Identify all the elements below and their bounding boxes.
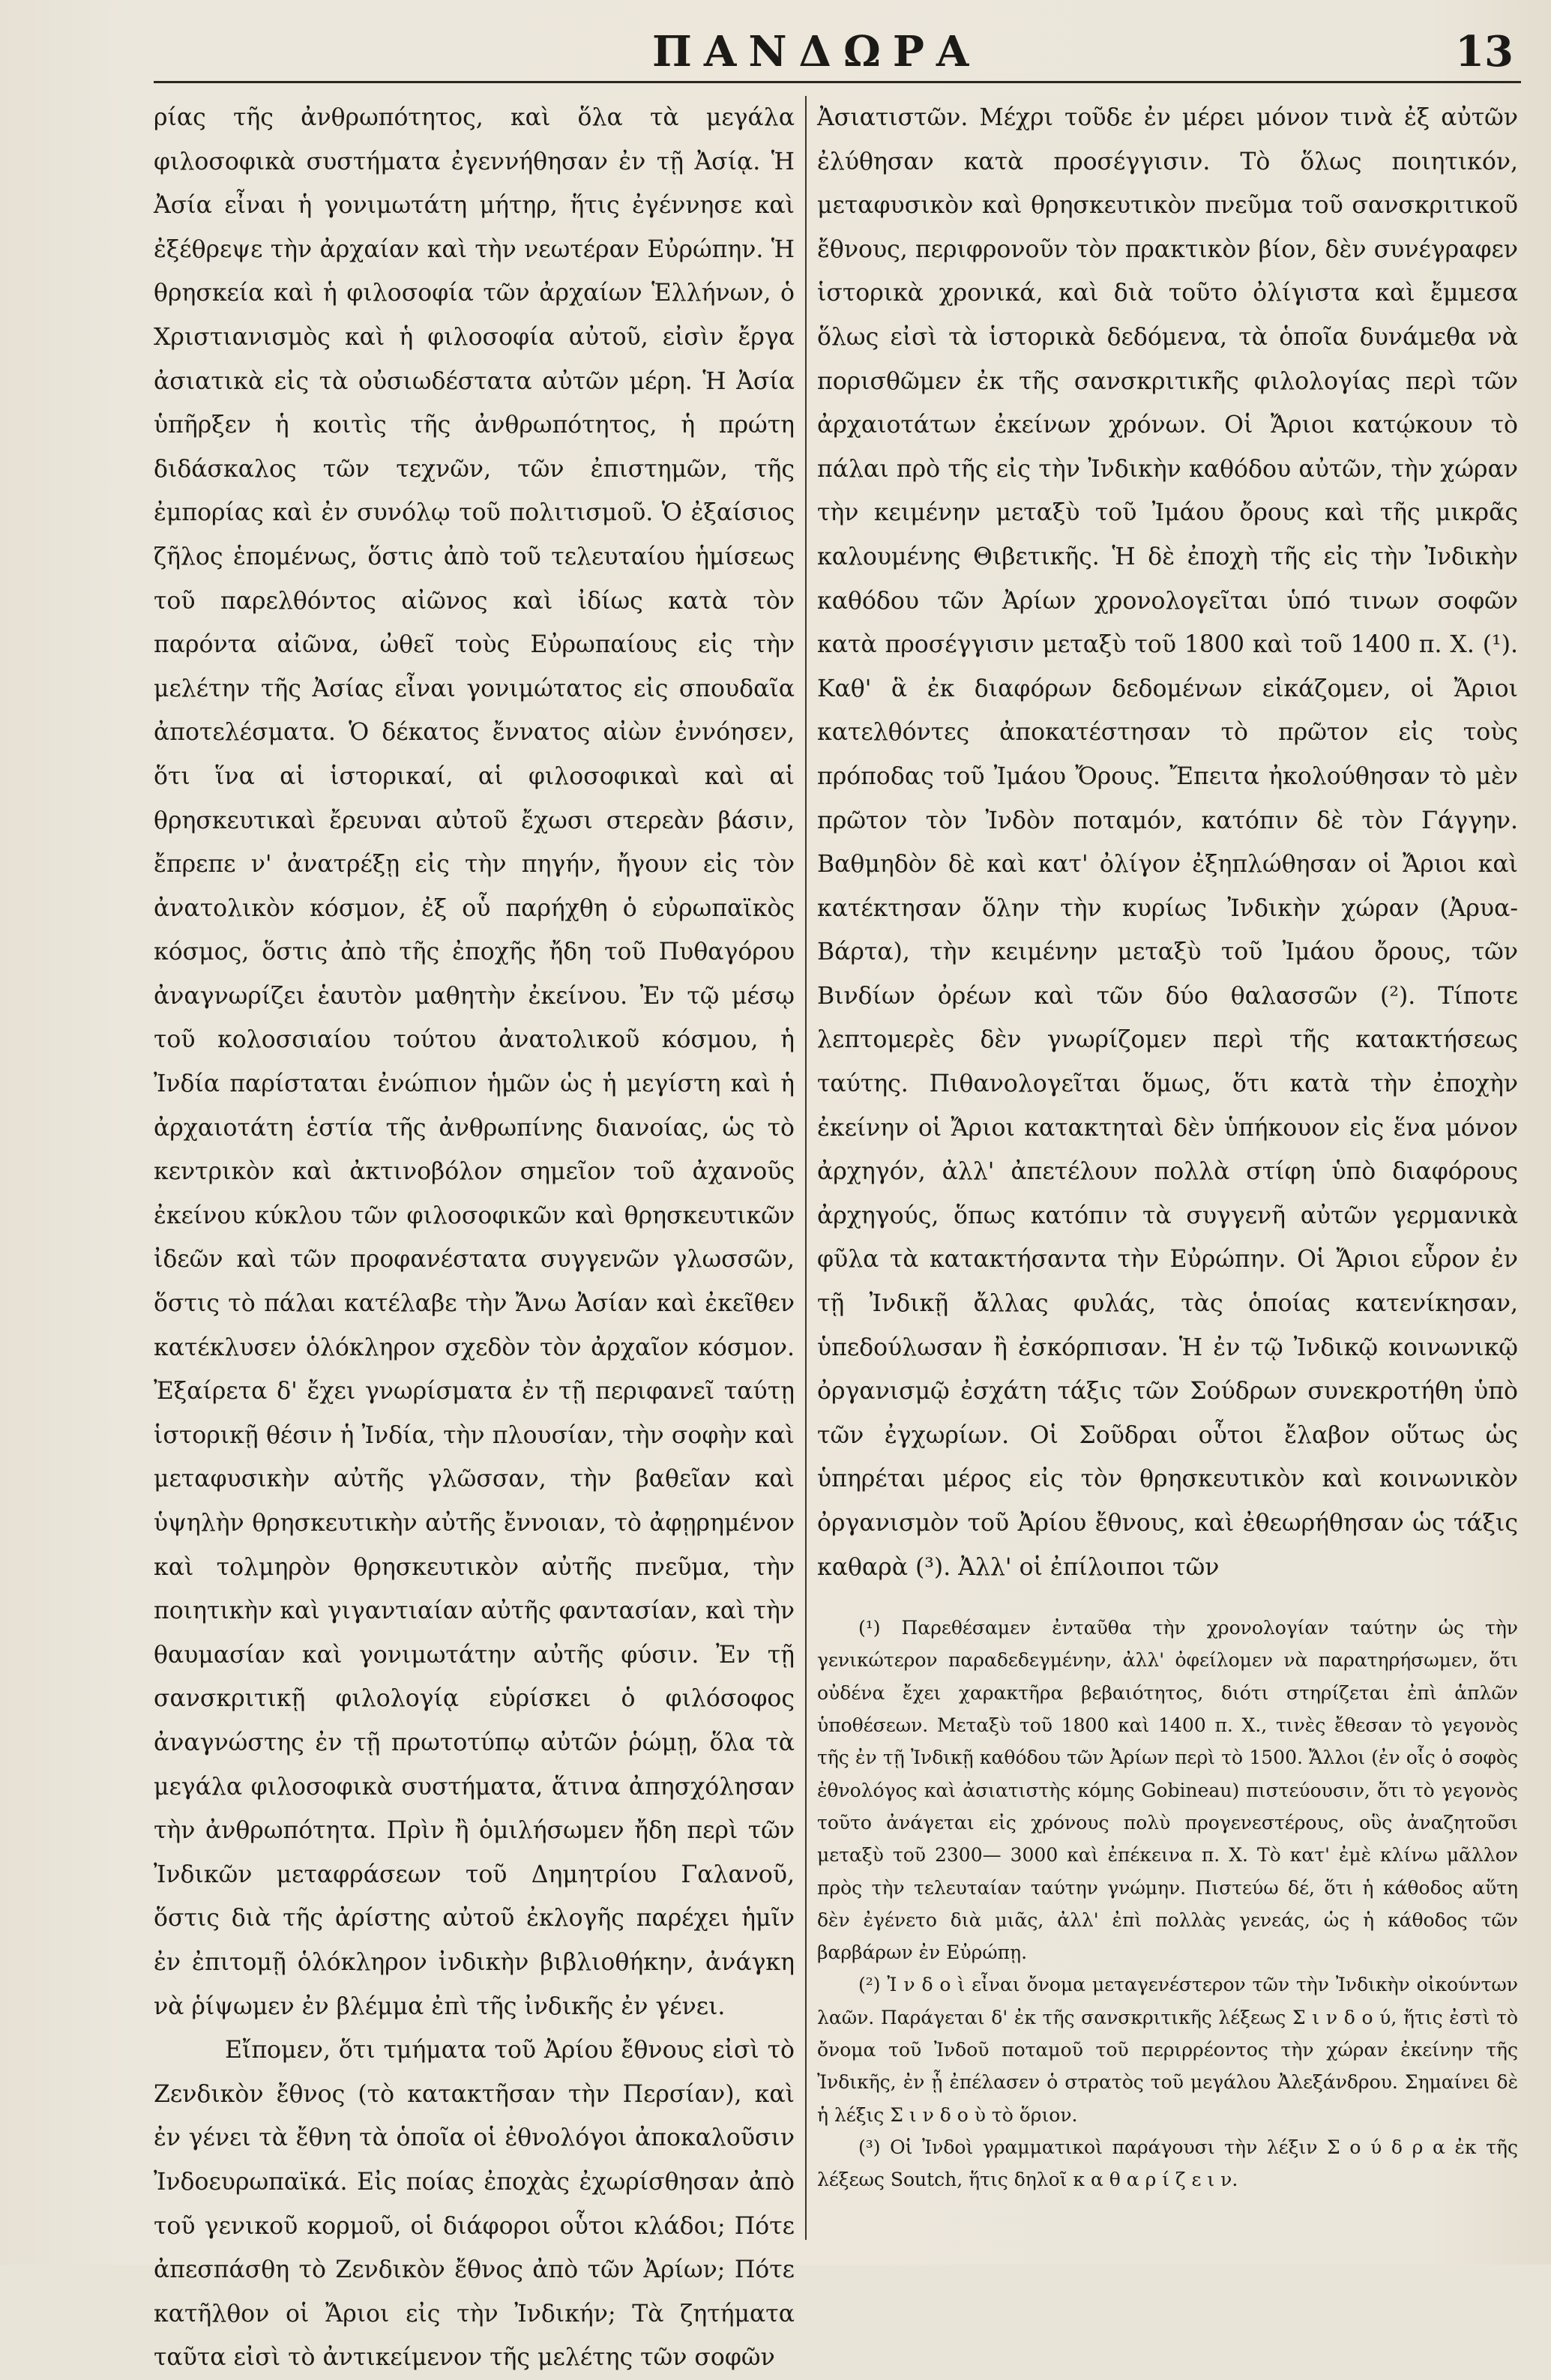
left-column — [154, 96, 795, 2380]
footnotes — [817, 1612, 1518, 2196]
column-divider — [805, 96, 807, 2240]
right-column — [817, 96, 1518, 2196]
right-paragraph-1: Ἀσιατιστῶν. Μέχρι τοῦδε ἐν μέρει μόνον τινὰ ἐξ αὐτῶν ἐλύθησαν κατὰ προσέγγισιν. Τὸ ὅλως ποιητικόν, μεταφυσικὸν καὶ θρησκευτικὸν πνεῦμα τοῦ σανσκριτικοῦ ἔθνους, περιφρονοῦν τὸν πρακτικὸν βίον, δὲν συνέγραφεν ἱστορικὰ χρονικά, καὶ διὰ τοῦτο ὀλίγιστα καὶ ἔμμεσα ὅλως εἰσὶ τὰ ἱστορικὰ δεδόμενα, τὰ ὁποῖα δυνάμεθα νὰ πορισθῶμεν ἐκ τῆς σανσκριτικῆς φιλολογίας περὶ τῶν ἀρχαιοτάτων ἐκείνων χρόνων. Οἱ Ἄριοι κατῴκουν τὸ πάλαι πρὸ τῆς εἰς τὴν Ἰνδικὴν καθόδου αὐτῶν, τὴν χώραν τὴν κειμένην μεταξὺ τοῦ Ἰμάου ὄρους καὶ τῆς μικρᾶς καλουμένης Θιβετικῆς. Ἡ δὲ ἐποχὴ τῆς εἰς τὴν Ἰνδικὴν καθόδου τῶν Ἀρίων χρονολογεῖται ὑπό τινων σοφῶν κατὰ προσέγγισιν μεταξὺ τοῦ 1800 καὶ τοῦ 1400 π. Χ. (¹). Καθ' ἃ ἐκ διαφόρων δεδομένων εἰκάζομεν, οἱ Ἄριοι κατελθόντες ἀποκατέστησαν τὸ πρῶτον εἰς τοὺς πρόποδας τοῦ Ἰμάου Ὄρους. Ἔπειτα ἠκολούθησαν τὸ μὲν πρῶτον τὸν Ἰνδὸν ποταμόν, κατόπιν δὲ τὸν Γάγγην. Βαθμηδὸν δὲ καὶ κατ' ὀλίγον ἐξηπλώθησαν οἱ Ἄριοι καὶ κατέκτησαν ὅλην τὴν κυρίως Ἰνδικὴν χώραν (Ἀρυα-Βάρτα), τὴν κειμένην μεταξὺ τοῦ Ἰμάου ὄρους, τῶν Βινδίων ὀρέων καὶ τῶν δύο θαλασσῶν (²). Τίποτε λεπτομερὲς δὲν γνωρίζομεν περὶ τῆς κατακτήσεως ταύτης. Πιθανολογεῖται ὅμως, ὅτι κατὰ τὴν ἐποχὴν ἐκείνην οἱ Ἄριοι κατακτηταὶ δὲν ὑπήκουον εἰς ἕνα μόνον ἀρχηγόν, ἀλλ' ἀπετέλουν πολλὰ στίφη ὑπὸ διαφόρους ἀρχηγούς, ὅπως κατόπιν τὰ συγγενῆ αὐτῶν γερμανικὰ φῦλα τὰ κατακτήσαντα τὴν Εὐρώπην. Οἱ Ἄριοι εὗρον ἐν τῇ Ἰνδικῇ ἄλλας φυλάς, τὰς ὁποίας κατενίκησαν, ὑπεδούλωσαν ἢ ἐσκόρπισαν. Ἡ ἐν τῷ Ἰνδικῷ κοινωνικῷ ὀργανισμῷ ἐσχάτη τάξις τῶν Σούδρων συνεκροτήθη ὑπὸ τῶν ἐγχωρίων. Οἱ Σοῦδραι οὗτοι ἔλαβον οὕτως ὡς ὑπηρέται μέρος εἰς τὸν θρησκευτικὸν καὶ κοινωνικὸν ὀργανισμὸν τοῦ Ἀρίου ἔθνους, καὶ ἐθεωρήθησαν ὡς τάξις καθαρὰ (³). Ἀλλ' οἱ ἐπίλοιποι τῶν — [817, 104, 1518, 1581]
footnote-3: (³) Οἱ Ἰνδοὶ γραμματικοὶ παράγουσι τὴν λέξιν Σ ο ύ δ ρ α ἐκ τῆς λέξεως Soutch, ἥτις δηλοῖ κ α θ α ρ ί ζ ε ι ν. — [817, 2136, 1518, 2191]
header-rule — [154, 81, 1521, 83]
left-paragraph-1: ρίας τῆς ἀνθρωπότητος, καὶ ὅλα τὰ μεγάλα φιλοσοφικὰ συστήματα ἐγεννήθησαν ἐν τῇ Ἀσίᾳ. Ἡ Ἀσία εἶναι ἡ γονιμωτάτη μήτηρ, ἥτις ἐγέννησε καὶ ἐξέθρεψε τὴν ἀρχαίαν καὶ τὴν νεωτέραν Εὐρώπην. Ἡ θρησκεία καὶ ἡ φιλοσοφία τῶν ἀρχαίων Ἑλλήνων, ὁ Χριστιανισμὸς καὶ ἡ φιλοσοφία αὐτοῦ, εἰσὶν ἔργα ἀσιατικὰ εἰς τὰ οὐσιωδέστατα αὐτῶν μέρη. Ἡ Ἀσία ὑπῆρξεν ἡ κοιτὶς τῆς ἀνθρωπότητος, ἡ πρώτη διδάσκαλος τῶν τεχνῶν, τῶν ἐπιστημῶν, τῆς ἐμπορίας καὶ ἐν συνόλῳ τοῦ πολιτισμοῦ. Ὁ ἐξαίσιος ζῆλος ἑπομένως, ὅστις ἀπὸ τοῦ τελευταίου ἡμίσεως τοῦ παρελθόντος αἰῶνος καὶ ἰδίως κατὰ τὸν παρόντα αἰῶνα, ὠθεῖ τοὺς Εὐρωπαίους εἰς τὴν μελέτην τῆς Ἀσίας εἶναι γονιμώτατος εἰς σπουδαῖα ἀποτελέσματα. Ὁ δέκατος ἔννατος αἰὼν ἐννόησεν, ὅτι ἵνα αἱ ἱστορικαί, αἱ φιλοσοφικαὶ καὶ αἱ θρησκευτικαὶ ἔρευναι αὐτοῦ ἔχωσι στερεὰν βάσιν, ἔπρεπε ν' ἀνατρέξῃ εἰς τὴν πηγήν, ἤγουν εἰς τὸν ἀνατολικὸν κόσμον, ἐξ οὗ παρήχθη ὁ εὐρωπαϊκὸς κόσμος, ὅστις ἀπὸ τῆς ἐποχῆς ἤδη τοῦ Πυθαγόρου ἀναγνωρίζει ἑαυτὸν μαθητὴν ἐκείνου. Ἐν τῷ μέσῳ τοῦ κολοσσιαίου τούτου ἀνατολικοῦ κόσμου, ἡ Ἰνδία παρίσταται ἐνώπιον ἡμῶν ὡς ἡ μεγίστη καὶ ἡ ἀρχαιοτάτη ἑστία τῆς ἀνθρωπίνης διανοίας, ὡς τὸ κεντρικὸν καὶ ἀκτινοβόλον σημεῖον τοῦ ἀχανοῦς ἐκείνου κύκλου τῶν φιλοσοφικῶν καὶ θρησκευτικῶν ἰδεῶν καὶ τῶν προφανέστατα συγγενῶν γλωσσῶν, ὅστις τὸ πάλαι κατέλαβε τὴν Ἄνω Ἀσίαν καὶ ἐκεῖθεν κατέκλυσεν ὁλόκληρον σχεδὸν τὸν ἀρχαῖον κόσμον. Ἐξαίρετα δ' ἔχει γνωρίσματα ἐν τῇ περιφανεῖ ταύτῃ ἱστορικῇ θέσιν ἡ Ἰνδία, τὴν πλουσίαν, τὴν σοφὴν καὶ μεταφυσικὴν αὐτῆς γλῶσσαν, τὴν βαθεῖαν καὶ ὑψηλὴν θρησκευτικὴν αὐτῆς ἔννοιαν, τὸ ἀφῃρημένον καὶ τολμηρὸν θρησκευτικὸν αὐτῆς πνεῦμα, τὴν ποιητικὴν καὶ γιγαντιαίαν αὐτῆς φαντασίαν, καὶ τὴν θαυμασίαν καὶ γονιμωτάτην αὐτῆς φύσιν. Ἐν τῇ σανσκριτικῇ φιλολογίᾳ εὑρίσκει ὁ φιλόσοφος ἀναγνώστης ἐν τῇ πρωτοτύπῳ αὐτῶν ῥώμῃ, ὅλα τὰ μεγάλα φιλοσοφικὰ συστήματα, ἅτινα ἀπησχόλησαν τὴν ἀνθρωπότητα. Πρὶν ἢ ὁμιλήσωμεν ἤδη περὶ τῶν Ἰνδικῶν μεταφράσεων τοῦ Δημητρίου Γαλανοῦ, ὅστις διὰ τῆς ἀρίστης αὐτοῦ ἐκλογῆς παρέχει ἡμῖν ἐν ἐπιτομῇ ὁλόκληρον ἰνδικὴν βιβλιοθήκην, ἀνάγκη νὰ ῥίψωμεν ἐν βλέμμα ἐπὶ τῆς ἰνδικῆς ἐν γένει. — [154, 104, 795, 2020]
footnote-1: (¹) Παρεθέσαμεν ἐνταῦθα τὴν χρονολογίαν ταύτην ὡς τὴν γενικώτερον παραδεδεγμένην, ἀλλ' ὀφείλομεν νὰ παρατηρήσωμεν, ὅτι οὐδένα ἔχει χαρακτῆρα βεβαιότητος, διότι στηρίζεται ἐπὶ ἁπλῶν ὑποθέσεων. Μεταξὺ τοῦ 1800 καὶ 1400 π. Χ., τινὲς ἔθεσαν τὸ γεγονὸς τῆς ἐν τῇ Ἰνδικῇ καθόδου τῶν Ἀρίων περὶ τὸ 1500. Ἄλλοι (ἐν οἷς ὁ σοφὸς ἐθνολόγος καὶ ἀσιατιστὴς κόμης Gobineau) πιστεύουσιν, ὅτι τὸ γεγονὸς τοῦτο ἀνάγεται εἰς χρόνους πολὺ προγενεστέρους, οὓς ἀναζητοῦσι μεταξὺ τοῦ 2300— 3000 καὶ ἐπέκεινα π. Χ. Τὸ κατ' ἐμὲ κλίνω μᾶλλον πρὸς τὴν τελευταίαν ταύτην γνώμην. Πιστεύω δέ, ὅτι ἡ κάθοδος αὕτη δὲν ἐγένετο διὰ μιᾶς, ἀλλ' ἐπὶ πολλὰς γενεάς, ὡς ἡ κάθοδος τῶν βαρβάρων ἐν Εὐρώπῃ. — [817, 1617, 1518, 1964]
footnote-2: (²) Ἰ ν δ ο ὶ εἶναι ὄνομα μεταγενέστερον τῶν τὴν Ἰνδικὴν οἰκούντων λαῶν. Παράγεται δ' ἐκ τῆς σανσκριτικῆς λέξεως Σ ι ν δ ο ύ, ἥτις ἐστὶ τὸ ὄνομα τοῦ Ἰνδοῦ ποταμοῦ τοῦ περιρρέοντος τὴν χώραν ἐκείνην τῆς Ἰνδικῆς, ἐν ᾗ ἐπέλασεν ὁ στρατὸς τοῦ μεγάλου Ἀλεξάνδρου. Σημαίνει δὲ ἡ λέξις Σ ι ν δ ο ὺ τὸ ὅριον. — [817, 1974, 1518, 2126]
page-number: 13 — [1455, 27, 1514, 76]
left-paragraph-2: Εἴπομεν, ὅτι τμήματα τοῦ Ἀρίου ἔθνους εἰσὶ τὸ Ζενδικὸν ἔθνος (τὸ κατακτῆσαν τὴν Περσίαν), καὶ ἐν γένει τὰ ἔθνη τὰ ὁποῖα οἱ ἐθνολόγοι ἀποκαλοῦσιν Ἰνδοευρωπαϊκά. Εἰς ποίας ἐποχὰς ἐχωρίσθησαν ἀπὸ τοῦ γενικοῦ κορμοῦ, οἱ διάφοροι οὗτοι κλάδοι; Πότε ἀπεσπάσθη τὸ Ζενδικὸν ἔθνος ἀπὸ τῶν Ἀρίων; Πότε κατῆλθον οἱ Ἄριοι εἰς τὴν Ἰνδικήν; Τὰ ζητήματα ταῦτα εἰσὶ τὸ ἀντικείμενον τῆς μελέτης τῶν σοφῶν — [154, 2037, 795, 2372]
journal-title: ΠΑΝΔΩΡΑ — [652, 27, 981, 76]
running-head — [0, 22, 1551, 82]
